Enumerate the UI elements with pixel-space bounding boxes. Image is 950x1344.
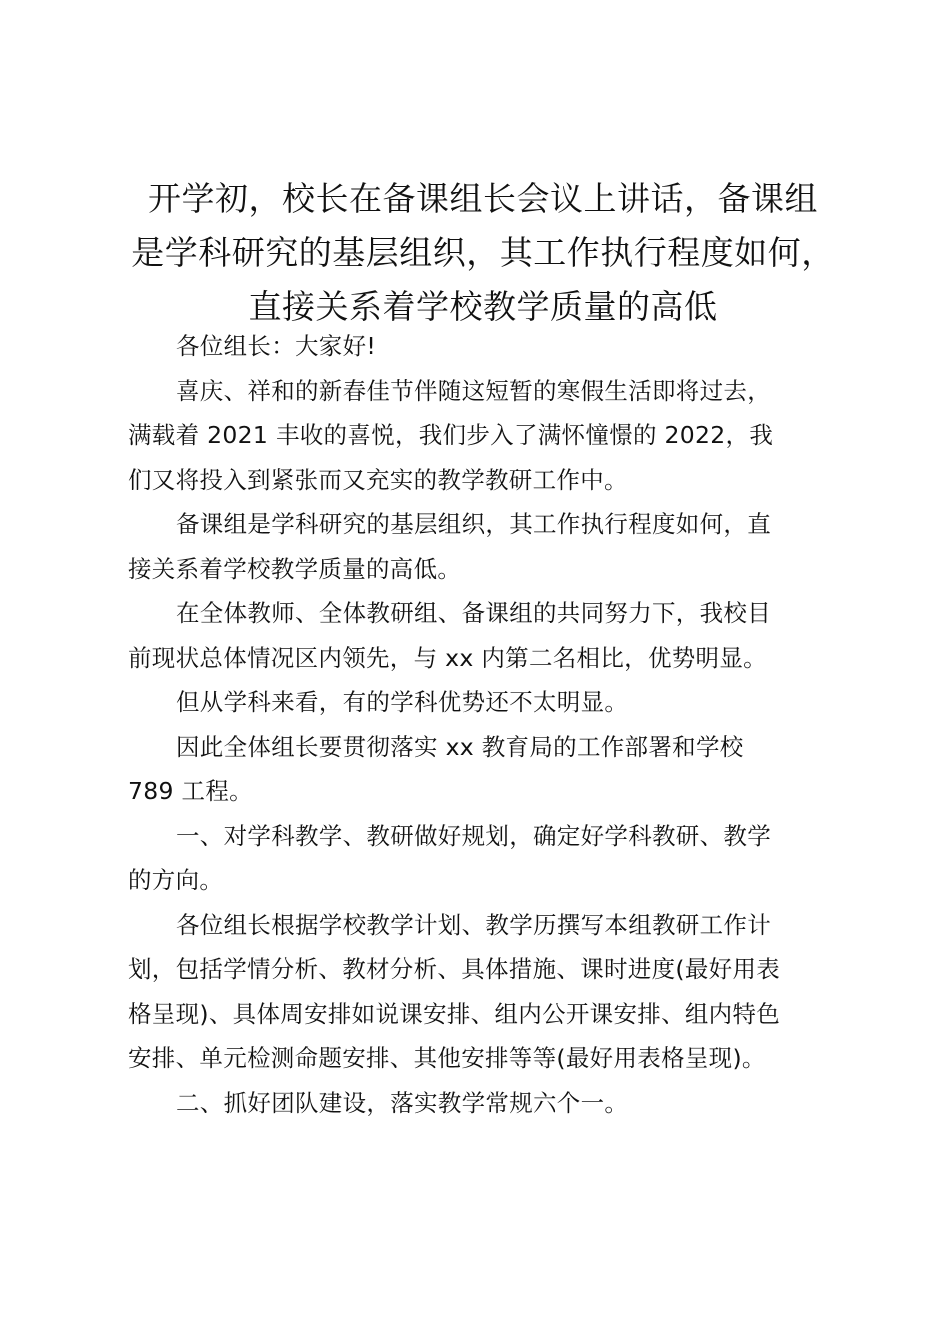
text-line: 但从学科来看，有的学科优势还不太明显。 [176,688,629,716]
paragraph-prep-group [128,502,835,591]
text-line: 前现状总体情况区内领先，与 xx 内第二名相比，优势明显。 [128,643,767,672]
paragraph-status [128,591,835,680]
text-line: 满载着 2021 丰收的喜悦，我们步入了满怀憧憬的 2022，我 [128,421,774,449]
text-line: 们又将投入到紧张而又充实的教学教研工作中。 [128,465,628,494]
text-line: 二、抓好团队建设，落实教学常规六个一。 [176,1088,629,1117]
text-line: 格呈现)、具体周安排如说课安排、组内公开课安排、组内特色 [128,999,781,1028]
text-line: 划，包括学情分析、教材分析、具体措施、课时进度(最好用表 [128,955,781,983]
document-body [128,324,835,1125]
text-line: 一、对学科教学、教研做好规划，确定好学科教研、教学 [176,821,771,850]
paragraph-implementation [128,725,835,814]
text-line: 各位组长根据学校教学计划、教学历撰写本组教研工作计 [176,910,771,939]
text-line: 因此全体组长要贯彻落实 xx 教育局的工作部署和学校 [176,732,744,761]
text-line: 在全体教师、全体教研组、备课组的共同努力下，我校目 [176,599,771,627]
document-title [128,172,838,334]
text-line: 各位组长：大家好! [176,332,377,360]
text-line: 789 工程。 [128,777,253,805]
text-line: 备课组是学科研究的基层组织，其工作执行程度如何，直 [176,510,771,538]
paragraph-greeting [128,324,835,369]
text-line: 的方向。 [128,866,224,894]
title-line: 直接关系着学校教学质量的高低 [248,287,718,326]
text-line: 安排、单元检测命题安排、其他安排等等(最好用表格呈现)。 [128,1044,766,1072]
text-line: 接关系着学校教学质量的高低。 [128,554,462,583]
paragraph-subject-view [128,680,835,725]
paragraph-plan-details [128,903,835,1081]
title-line: 是学科研究的基层组织，其工作执行程度如何， [131,233,835,272]
title-line: 开学初，校长在备课组长会议上讲话，备课组 [148,179,818,218]
paragraph-section-one [128,814,835,903]
paragraph-section-two [128,1081,835,1126]
text-line: 喜庆、祥和的新春佳节伴随这短暂的寒假生活即将过去， [176,376,771,405]
paragraph-new-year [128,369,835,503]
